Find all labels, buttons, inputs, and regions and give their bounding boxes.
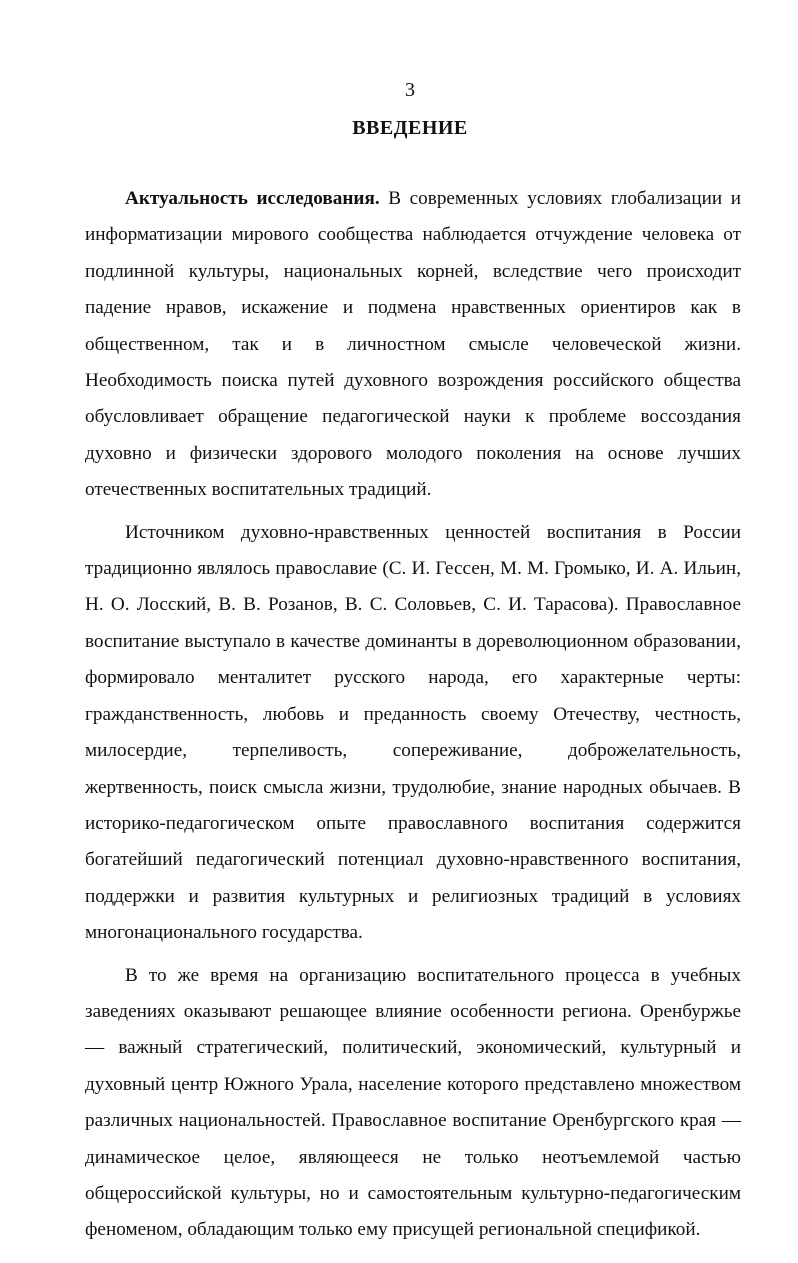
- paragraph-relevance: [85, 181, 741, 509]
- page-number: 3: [405, 79, 415, 101]
- paragraph-orthodoxy-sources: Источником духовно-нравственных ценностей воспитания в России традиционно являлось православие (С. И. Гессен, М. М. Громыко, И. А. Ильин, Н. О. Лосский, В. В. Розанов, В. С. Соловьев, С. И. Тарасова). Православное воспитание выступало в качестве доминанты в дореволюционном образовании, формировало менталитет русского народа, его характерные черты: гражданственность, любовь и преданность своему Отечеству, честность, милосердие, терпеливость, сопереживание, доброжелательность, жертвенность, поиск смысла жизни, трудолюбие, знание народных обычаев. В историко-педагогическом опыте православного воспитания содержится богатейший педагогический потенциал духовно-нравственного воспитания, поддержки и развития культурных и религиозных традиций в условиях многонационального государства.: [85, 521, 741, 944]
- section-title: ВВЕДЕНИЕ: [352, 117, 468, 139]
- body-text: [85, 181, 741, 1255]
- paragraph-text: В современных условиях глобализации и информатизации мирового сообщества наблюдается отчуждение человека от подлинной культуры, национальных корней, вследствие чего происходит падение нравов, искажение и подмена нравственных ориентиров как в общественном, так и в личностном смысле человеческой жизни. Необходимость поиска путей духовного возрождения российского общества обусловливает обращение педагогической науки к проблеме воссоздания духовно и физически здорового молодого поколения на основе лучших отечественных воспитательных традиций.: [85, 188, 741, 501]
- paragraph-orenburg-region: В то же время на организацию воспитательного процесса в учебных заведениях оказывают решающее влияние особенности региона. Оренбуржье — важный стратегический, политический, экономический, культурный и духовный центр Южного Урала, население которого представлено множеством различных национальностей. Православное воспитание Оренбургского края — динамическое целое, являющееся не только неотъемлемой частью общероссийской культуры, но и самостоятельным культурно-педагогическим феноменом, обладающим только ему присущей региональной спецификой.: [85, 964, 741, 1241]
- paragraph-lead-in: Актуальность исследования.: [125, 188, 380, 209]
